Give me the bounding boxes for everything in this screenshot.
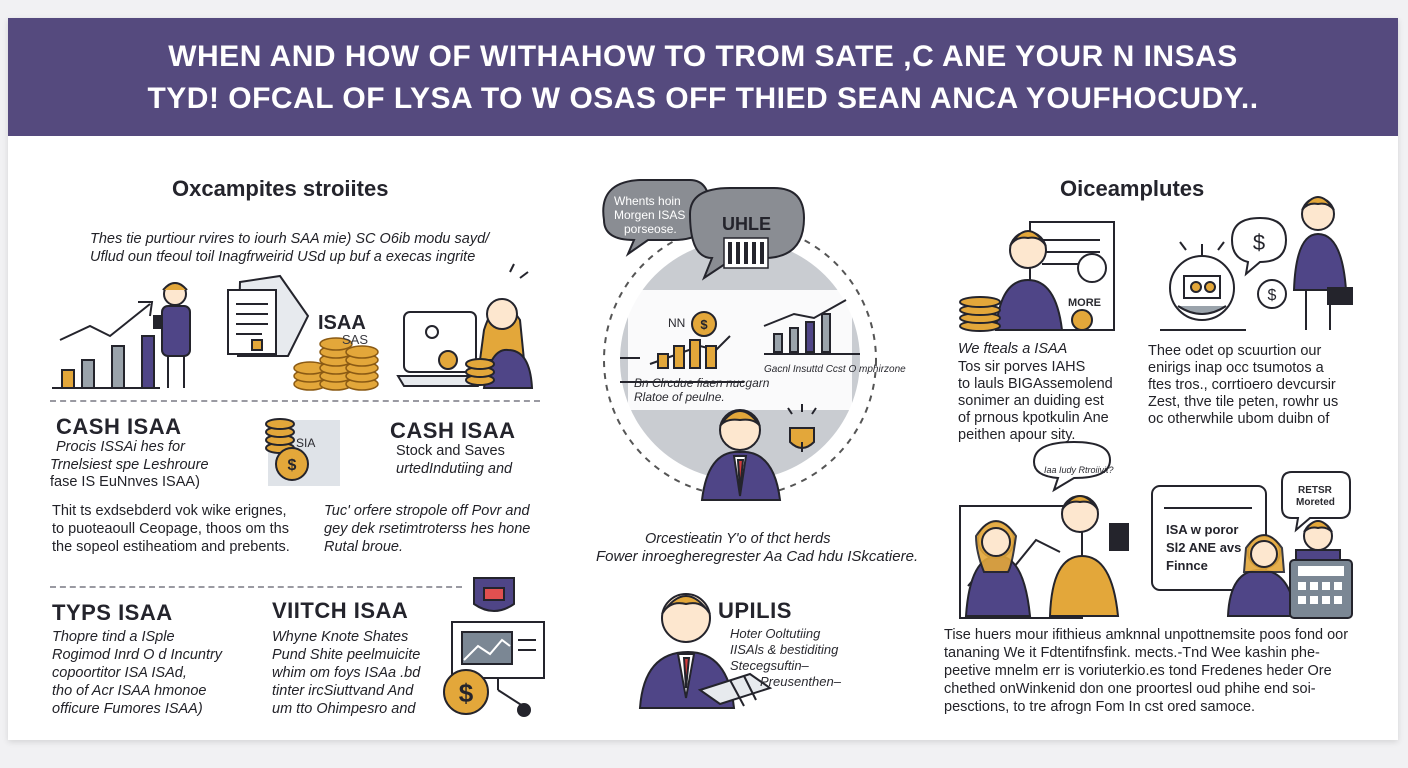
viitch-isaa-line: tinter ircSiuttvand And [272, 683, 414, 699]
dollar-sign-icon: $ [1252, 230, 1266, 255]
monitor-line: ISA w poror [1166, 522, 1239, 537]
small-bubble-text: Iaa Iudy Rtroiivit? [1044, 465, 1114, 475]
cash-isaa-title-1: CASH ISAA [56, 414, 182, 439]
viitch-isaa-title: VIITCH ISAA [272, 598, 409, 623]
dollar-sign-icon: $ [1267, 287, 1277, 304]
left-paragraph-1-line: to puoteaoull Ceopage, thoos om ths [52, 521, 289, 537]
upilis-line: IISAls & bestiditing [730, 642, 839, 657]
coins-and-dollar-icon [266, 419, 340, 486]
board-title: UHLE [722, 214, 771, 234]
businessman-with-briefcase-icon [1294, 197, 1352, 330]
center-caption-right: Gacnl Insuttd Ccst O mphirzone [764, 364, 906, 375]
center-bottom-caption-line: Fower inroegheregrester Aa Cad hdu ISkcatiere. [596, 548, 919, 565]
right-block-2-line: Thee odet op scuurtion our [1148, 343, 1322, 359]
viitch-isaa-line: um tto Ohimpesro and [272, 701, 416, 717]
typs-isaa-line: copoortitor ISA ISAd, [52, 665, 187, 681]
growth-chart-icon [52, 302, 160, 388]
right-block-1-line: Tos sir porves IAHS [958, 359, 1086, 375]
cash-isaa-line: Trnelsiest spe Leshroure [50, 457, 209, 473]
isaa-sublabel: SAS [342, 332, 369, 347]
right-section-title: Oiceamplutes [1060, 176, 1205, 201]
header-title-line-2: TYD! OFCAL OF LYSA TO W OSAS OFF THIED SEAN ANCA YOUFHOCUDY.. [147, 82, 1259, 115]
left-paragraph-2-line: Tuc' orfere stropole off Povr and [324, 503, 530, 519]
right-block-2-line: oc otherwhile ubom duibn of [1148, 411, 1330, 427]
cash-isaa-line: fase IS EuNnves ISAA) [50, 474, 200, 490]
board-label: MORE [1068, 297, 1101, 309]
divider [50, 586, 462, 588]
right-block-2-line: ftes tros., corrtioero devcursir [1148, 377, 1336, 393]
typs-isaa-line: tho of Acr ISAA hmonoe [52, 683, 207, 699]
center-caption-left-line: Bn Clrcdue fiaen nucgarn [634, 376, 770, 390]
right-block-1-line: peithen apour sity. [958, 427, 1076, 443]
typs-isaa-line: officure Fumores ISAA) [52, 701, 203, 717]
coin-label: SIA [296, 436, 316, 450]
upilis-line: Preusenthen– [760, 674, 841, 689]
upilis-title: UPILIS [718, 598, 792, 623]
left-intro-line-2: Uflud oun tfeoul toil Inagfrweirid USd up buf a execas ingrite [90, 249, 476, 265]
cash-isaa-title-2: CASH ISAA [390, 418, 516, 443]
cash-isaa-line: Procis ISSAi hes for [56, 439, 185, 455]
monitor-line: Finnce [1166, 558, 1208, 573]
isaa-label: ISAA [318, 312, 366, 334]
header-title-line-1: WHEN AND HOW OF WITHAHOW TO TROM SATE ,C ANE YOUR N INSAS [168, 40, 1238, 73]
upilis-line: Hoter Ooltutiing [730, 626, 821, 641]
right-block-1-line: We fteals a ISAA [958, 341, 1068, 357]
left-section-title: Oxcampites stroiites [172, 176, 389, 201]
typs-isaa-title: TYPS ISAA [52, 600, 173, 625]
sign-bubble-line: Moreted [1296, 497, 1335, 508]
left-intro-line-1: Thes tie purtiour rvires to iourh SAA mie) SC O6ib modu sayd/ [90, 231, 490, 247]
cash-isaa-2-line: Stock and Saves [396, 443, 505, 459]
left-paragraph-2-line: Rutal broue. [324, 539, 403, 555]
dollar-sign-icon: $ [287, 457, 297, 474]
right-block-1-line: sonimer an duiding est [958, 393, 1104, 409]
left-paragraph-1-line: the sopeol estiheatiom and prebents. [52, 539, 290, 555]
cash-isaa-2-line: urtedIndutiing and [396, 461, 513, 477]
speech-bubble-line: porseose. [624, 222, 677, 236]
piggy-bank-machine-icon [1160, 218, 1286, 330]
right-block-2-line: enirigs inap occ tsumotos a [1148, 360, 1324, 376]
typs-isaa-line: Rogimod Inrd O d Incuntry [52, 647, 223, 663]
speech-bubble-line: Whents hoin [614, 194, 681, 208]
sign-bubble-line: RETSR [1298, 485, 1332, 496]
center-caption-left-line: Rlatoe of peulne. [634, 390, 725, 404]
chart-tag: NN [668, 316, 686, 330]
right-paragraph-line: peetive mnelm err is voriuterkio.es tond Fredenes heder Ore [944, 663, 1332, 679]
shield-lock-icon [474, 578, 514, 611]
right-paragraph-line: Tise huers mour ifithieus amknnal unpottnemsite poos fond oor [944, 627, 1349, 643]
right-paragraph-line: tananing We it Fdtentifnsfink. mects.-Tnd Wee kashin phe- [944, 645, 1320, 661]
right-paragraph-line: pesctions, to tre afrogn Fom In cst ored samoce. [944, 699, 1256, 715]
right-block-1-line: of prnous kpotkulin Ane [958, 410, 1109, 426]
svg-text:$: $ [700, 317, 708, 332]
center-bottom-caption-line: Orcestieatin Y'o of thct herds [645, 531, 831, 547]
viitch-isaa-line: Whyne Knote Shates [272, 629, 409, 645]
man-with-phone-icon [154, 283, 190, 388]
viitch-isaa-line: Pund Shite peelmuicite [272, 647, 421, 663]
right-paragraph-line: chethed onWinkenid don one proortesl oud phihe end soi- [944, 681, 1316, 697]
left-paragraph-1-line: Thit ts exdsebderd vok wike erignes, [52, 503, 287, 519]
right-block-1-line: to lauls BIGAssemolend [958, 376, 1113, 392]
divider [50, 400, 540, 402]
typs-isaa-line: Thopre tind a ISple [52, 629, 175, 645]
dollar-sign-icon: $ [458, 678, 474, 708]
monitor-line: Sl2 ANE avs [1166, 540, 1242, 555]
document-icon [228, 276, 308, 356]
speech-bubble-line: Morgen ISAS [614, 208, 686, 222]
left-paragraph-2-line: gey dek rsetimtroterss hes hone [324, 521, 531, 537]
viitch-isaa-line: whim om foys ISAa .bd [272, 665, 421, 681]
upilis-line: Stecegsuftin– [730, 658, 809, 673]
right-block-2-line: Zest, thve tile peten, rowhr us [1148, 394, 1339, 410]
